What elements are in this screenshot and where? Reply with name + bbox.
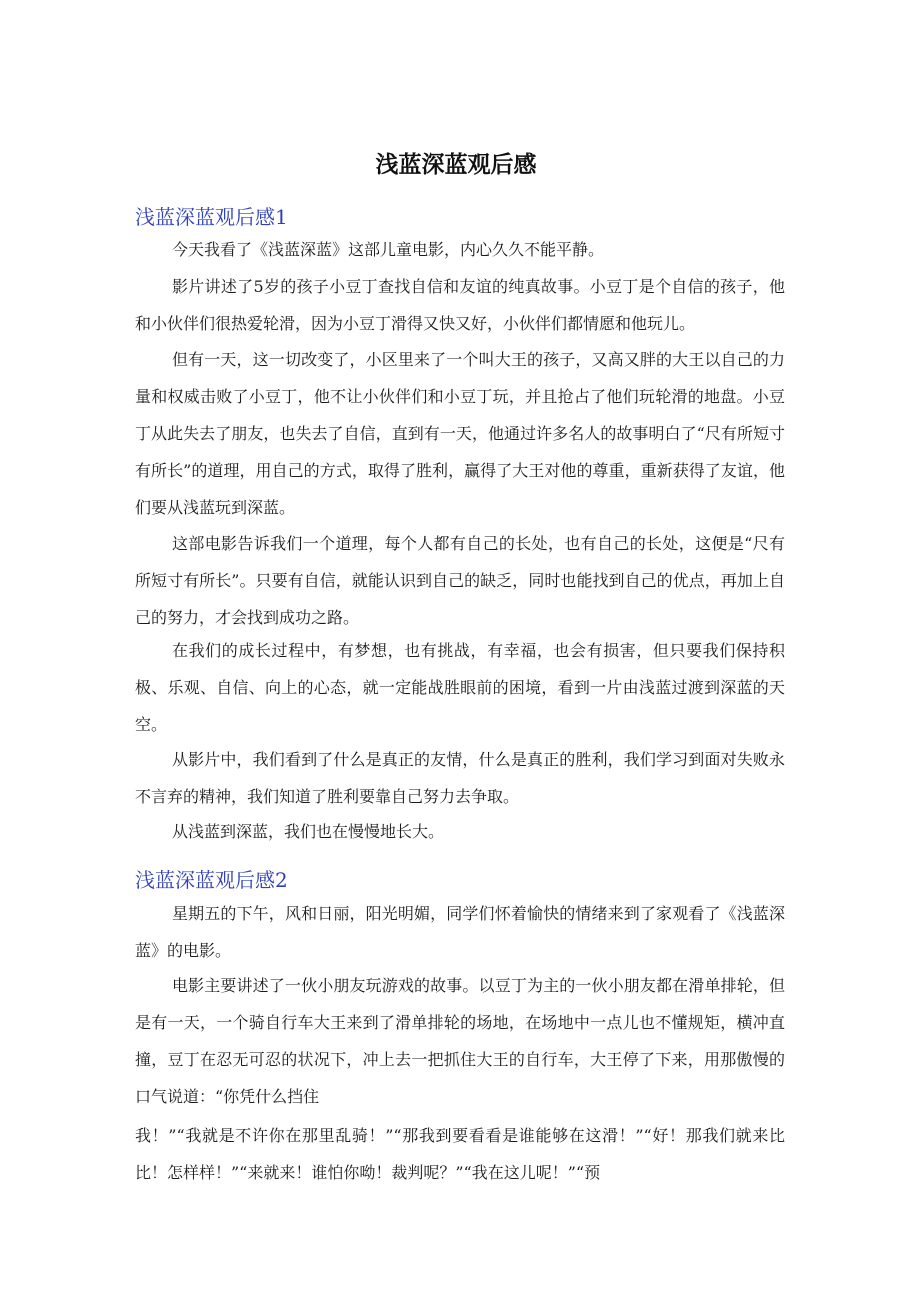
section-heading-1: 浅蓝深蓝观后感1	[135, 205, 288, 229]
paragraph: 今天我看了《浅蓝深蓝》这部儿童电影，内心久久不能平静。	[172, 240, 605, 259]
paragraph: 星期五的下午，风和日丽，阳光明媚，同学们怀着愉快的情绪来到了家观看了《浅蓝深蓝》的电影。	[135, 904, 785, 960]
paragraph: 影片讲述了5岁的孩子小豆丁查找自信和友谊的纯真故事。小豆丁是个自信的孩子，他和小伙伴们很热爱轮滑，因为小豆丁滑得又快又好，小伙伴们都情愿和他玩儿。	[135, 277, 785, 333]
paragraph: 电影主要讲述了一伙小朋友玩游戏的故事。以豆丁为主的一伙小朋友都在滑单排轮，但是有一天，一个骑自行车大王来到了滑单排轮的场地，在场地中一点儿也不懂规矩，横冲直撞，豆丁在忍无可忍的状况下，冲上去一把抓住大王的自行车，大王停了下来，用那傲慢的口气说道：“你凭什么挡住	[135, 976, 785, 1106]
paragraph: 从影片中，我们看到了什么是真正的友情，什么是真正的胜利，我们学习到面对失败永不言弃的精神，我们知道了胜利要靠自己努力去争取。	[135, 750, 785, 806]
paragraph: 从浅蓝到深蓝，我们也在慢慢地长大。	[172, 822, 445, 841]
paragraph-continued: 我！”“我就是不许你在那里乱骑！”“那我到要看看是谁能够在这滑！”“好！那我们就来比比！怎样样！”“来就来！谁怕你呦！裁判呢？”“我在这儿呢！”“预	[135, 1126, 785, 1182]
document-title: 浅蓝深蓝观后感	[375, 152, 537, 178]
paragraph: 这部电影告诉我们一个道理，每个人都有自己的长处，也有自己的长处，这便是“尺有所短寸有所长”。只要有自信，就能认识到自己的缺乏，同时也能找到自己的优点，再加上自己的努力，才会找到成功之路。	[135, 534, 785, 627]
paragraph: 但有一天，这一切改变了，小区里来了一个叫大王的孩子，又高又胖的大王以自己的力量和权威击败了小豆丁，他不让小伙伴们和小豆丁玩，并且抢占了他们玩轮滑的地盘。小豆丁从此失去了朋友，也失去了自信，直到有一天，他通过许多名人的故事明白了“尺有所短寸有所长”的道理，用自己的方式，取得了胜利，赢得了大王对他的尊重，重新获得了友谊，他们要从浅蓝玩到深蓝。	[135, 350, 785, 517]
section-heading-2: 浅蓝深蓝观后感2	[135, 868, 288, 892]
paragraph: 在我们的成长过程中，有梦想，也有挑战，有幸福，也会有损害，但只要我们保持积极、乐观、自信、向上的心态，就一定能战胜眼前的困境，看到一片由浅蓝过渡到深蓝的天空。	[135, 641, 785, 734]
